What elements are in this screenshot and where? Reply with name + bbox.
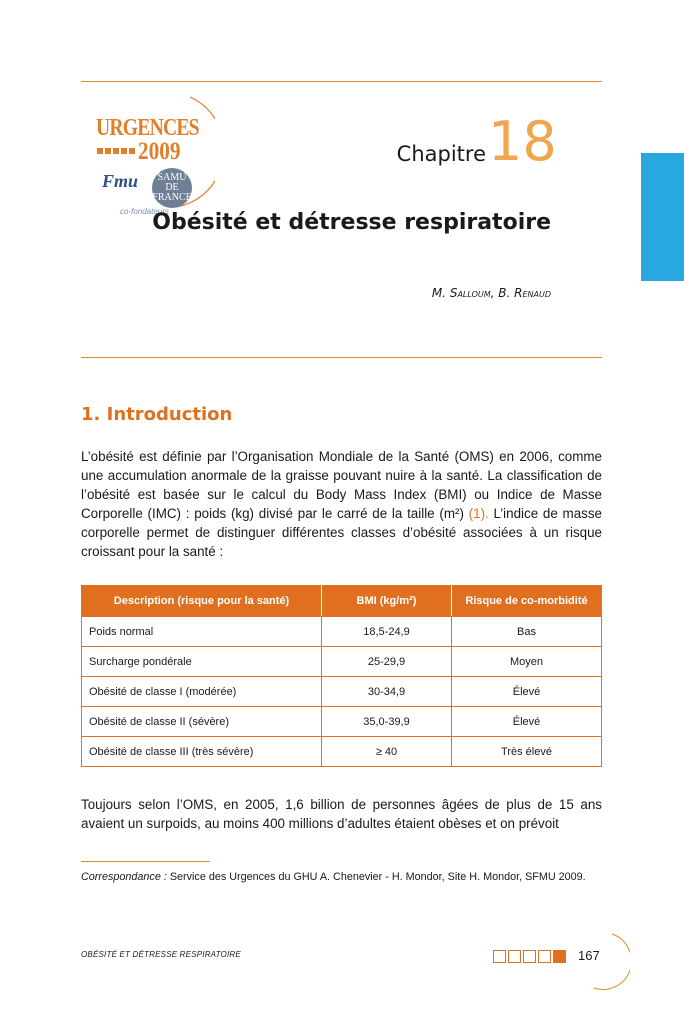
footer-squares bbox=[493, 950, 566, 963]
logo-cofounders-text: co-fondateurs bbox=[120, 207, 169, 216]
table-header-row bbox=[82, 586, 602, 617]
table-cell-description: Obésité de classe II (sévère) bbox=[82, 707, 322, 737]
chapter-title: Obésité et détresse respiratoire bbox=[152, 210, 551, 235]
footnote-rule bbox=[81, 861, 210, 862]
intro-text-b: L’indice de masse corporelle permet de distinguer différentes classes d’obésité associées à un risque croissant pour la santé : bbox=[81, 506, 602, 559]
table-row bbox=[82, 617, 602, 647]
page-number: 167 bbox=[578, 948, 600, 963]
reference-link[interactable]: (1). bbox=[468, 506, 489, 521]
logo-squares bbox=[97, 148, 135, 154]
table-row bbox=[82, 737, 602, 767]
logo-samu-seal: SAMU DE FRANCE bbox=[152, 168, 192, 208]
bmi-table bbox=[81, 585, 602, 767]
logo-urgences-text: URGENCES bbox=[96, 115, 199, 141]
header-top-rule bbox=[81, 81, 602, 82]
table-cell-bmi: 18,5-24,9 bbox=[322, 617, 452, 647]
table-cell-bmi: 35,0-39,9 bbox=[322, 707, 452, 737]
footnote-label: Correspondance : bbox=[81, 871, 167, 883]
header-bottom-rule bbox=[81, 357, 602, 358]
chapter-label: Chapitre bbox=[396, 142, 486, 166]
page-number-arc bbox=[590, 930, 630, 990]
table-header-risk: Risque de co-morbidité bbox=[452, 586, 602, 617]
table-cell-risk: Très élevé bbox=[452, 737, 602, 767]
table-cell-risk: Bas bbox=[452, 617, 602, 647]
table-header-description: Description (risque pour la santé) bbox=[82, 586, 322, 617]
table-cell-description: Obésité de classe III (très sévère) bbox=[82, 737, 322, 767]
logo-year-text: 2009 bbox=[138, 138, 181, 165]
table-row bbox=[82, 647, 602, 677]
footnote bbox=[81, 870, 602, 885]
table-cell-description: Poids normal bbox=[82, 617, 322, 647]
urgences-logo bbox=[90, 95, 215, 220]
table-cell-bmi: ≥ 40 bbox=[322, 737, 452, 767]
table-cell-bmi: 30-34,9 bbox=[322, 677, 452, 707]
table-cell-risk: Élevé bbox=[452, 677, 602, 707]
intro-text-a: L’obésité est définie par l’Organisation Mondiale de la Santé (OMS) en 2006, comme une accumulation anormale de la graisse pouvant nuire à la santé. La classification de l’obésité est basée sur le calcul du Body Mass Index (BMI) ou Indice de Masse Corporelle (IMC) : poids (kg) divisé par le carré de la taille (m²) bbox=[81, 449, 602, 521]
table-cell-risk: Moyen bbox=[452, 647, 602, 677]
chapter-side-tab bbox=[641, 153, 684, 281]
body-paragraph-2: Toujours selon l’OMS, en 2005, 1,6 billion de personnes âgées de plus de 15 ans avaient un surpoids, au moins 400 millions d’adultes étaient obèses et on prévoit bbox=[81, 797, 602, 831]
table-row bbox=[82, 677, 602, 707]
table-cell-description: Obésité de classe I (modérée) bbox=[82, 677, 322, 707]
section-heading: 1. Introduction bbox=[81, 404, 233, 425]
chapter-authors bbox=[432, 286, 551, 300]
table-row bbox=[82, 707, 602, 737]
table-cell-description: Surcharge pondérale bbox=[82, 647, 322, 677]
table-header-bmi: BMI (kg/m²) bbox=[322, 586, 452, 617]
footnote-text: Service des Urgences du GHU A. Chenevier - H. Mondor, Site H. Mondor, SFMU 2009. bbox=[166, 871, 586, 883]
logo-fmu-text: Fmu bbox=[102, 171, 139, 191]
table-cell-bmi: 25-29,9 bbox=[322, 647, 452, 677]
running-footer: OBÉSITÉ ET DÉTRESSE RESPIRATOIRE bbox=[81, 950, 241, 959]
chapter-number: 18 bbox=[488, 110, 557, 173]
authors-text: M. Salloum, B. Renaud bbox=[431, 286, 551, 300]
intro-paragraph bbox=[81, 447, 602, 561]
table-cell-risk: Élevé bbox=[452, 707, 602, 737]
